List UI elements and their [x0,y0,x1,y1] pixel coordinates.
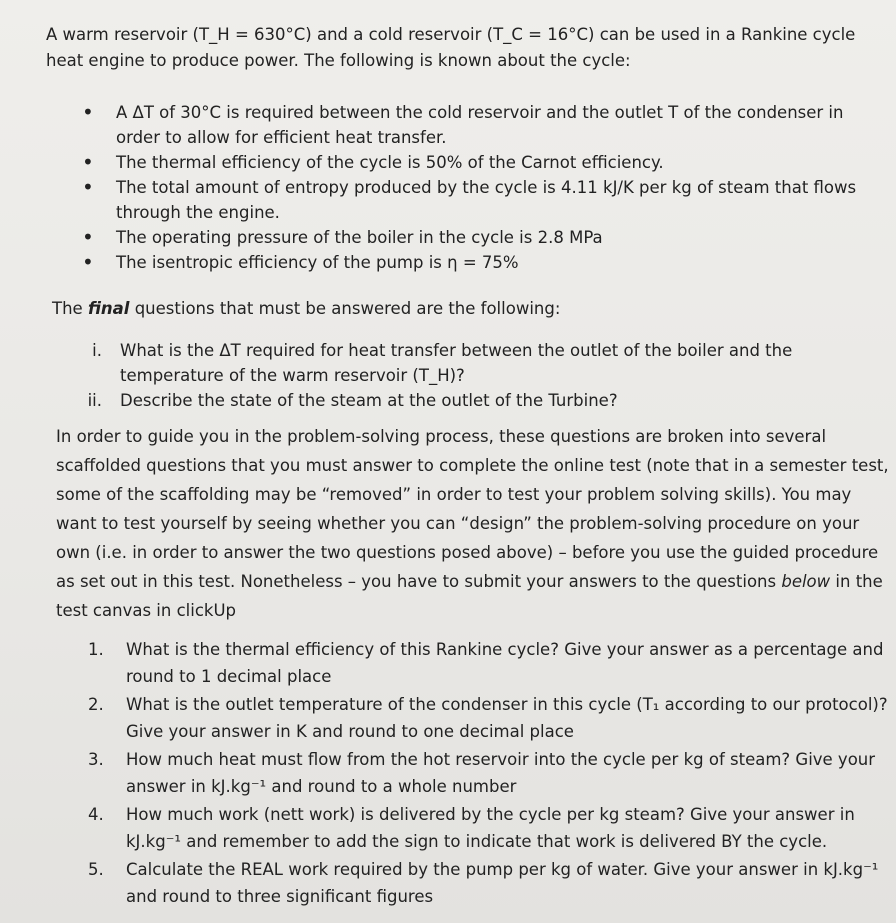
list-item: i. What is the ΔT required for heat transfer between the outlet of the boiler and the temperature of the warm reservoir (T_H)? [92,341,793,385]
guidance-paragraph: In order to guide you in the problem-solving process, these questions are broken into several scaffolded questions that you must answer to complete the online test (note that in a semester test, some of the scaffolding may be “removed” in order to test your problem solving skills). You may want to test yourself by seeing whether you can “design” the problem-solving procedure on your own (i.e. in order to answer the two questions posed above) – before you use the guided procedure as set out in this test. Nonetheless – you have to submit your answers to the questions below in the test canvas in clickUp [56,427,889,620]
list-item: • The total amount of entropy produced by the cycle is 4.11 kJ/K per kg of steam that flows through the engine. [82,175,857,222]
list-item: 3. How much heat must flow from the hot reservoir into the cycle per kg of steam? Give your answer in kJ.kg⁻¹ and round to a whole number [88,750,876,796]
intro-paragraph [46,22,876,74]
list-item: • The operating pressure of the boiler in the cycle is 2.8 MPa [82,225,603,249]
final-questions-list [70,338,860,413]
bullet-icon: • [82,150,94,174]
intro-line-1: A warm reservoir (T_H = 630°C) and a cold reservoir (T_C = 16°C) can be used in a Rankine cycle [46,25,856,44]
bullet-icon: • [82,175,94,199]
list-item: • The isentropic efficiency of the pump is η = 75% [82,250,519,274]
given-conditions-list [82,100,872,275]
final-questions-heading: The final questions that must be answered are the following: [52,299,561,318]
list-item: • A ΔT of 30°C is required between the cold reservoir and the outlet T of the condenser in order to allow for efficient heat transfer. [82,100,844,147]
list-item: ii. Describe the state of the steam at the outlet of the Turbine? [87,391,618,410]
bullet-icon: • [82,250,94,274]
bullet-icon: • [82,100,94,124]
intro-line-2: heat engine to produce power. The following is known about the cycle: [46,51,631,70]
list-item: 5. Calculate the REAL work required by the pump per kg of water. Give your answer in kJ.kg⁻¹ and round to three significant figures [88,860,879,906]
emphasis-final: final [87,299,130,318]
emphasis-below: below [781,572,831,591]
list-item: • The thermal efficiency of the cycle is 50% of the Carnot efficiency. [82,150,664,174]
list-item: 2. What is the outlet temperature of the condenser in this cycle (T₁ according to our protocol)? Give your answer in K and round to one decimal place [88,695,888,741]
list-item: 4. How much work (nett work) is delivered by the cycle per kg steam? Give your answer in kJ.kg⁻¹ and remember to add the sign to indicate that work is delivered BY the cycle. [88,805,855,851]
scaffolded-questions-list [88,636,892,911]
bullet-icon: • [82,225,94,249]
list-item: 1. What is the thermal efficiency of this Rankine cycle? Give your answer as a percentage and round to 1 decimal place [88,640,884,686]
